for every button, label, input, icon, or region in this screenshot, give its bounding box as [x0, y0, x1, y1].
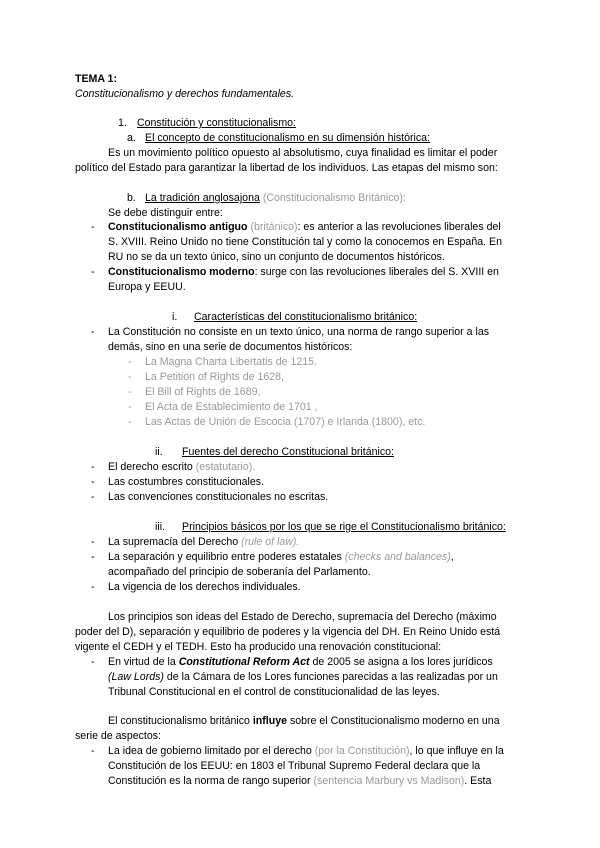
paragraph-line: Los principios son ideas del Estado de Derecho, supremacía del Derecho (máximo: [108, 611, 497, 623]
list-item-line: [108, 670, 498, 684]
subsection-heading: Principios básicos por los que se rige el Constitucionalismo británico:: [182, 521, 506, 533]
doc-list-item: La Magna Charta Libertatis de 1215.: [145, 356, 317, 368]
subsection-heading: Fuentes del derecho Constitucional británico:: [182, 446, 394, 458]
bullet-dash: -: [128, 401, 132, 413]
list-item: Las costumbres constitucionales.: [108, 476, 265, 488]
list-item: La vigencia de los derechos individuales.: [108, 581, 301, 593]
text: sobre el Constitucionalismo moderno en una: [289, 715, 500, 727]
list-letter: a.: [127, 132, 136, 144]
list-item: [108, 744, 504, 758]
subsection-heading: Características del constitucionalismo británico:: [194, 311, 418, 323]
item-text: Constitución es la norma de rango superior: [108, 775, 311, 787]
list-item-line: Constitución de los EEUU: en 1803 el Tribunal Supremo Federal declara que la: [108, 760, 481, 772]
item-text: : es anterior a las revoluciones liberales del: [297, 221, 501, 233]
item-note: (sentencia Marbury vs Madison): [313, 775, 465, 787]
doc-list-item: El Acta de Establecimiento de 1701 ,: [145, 401, 318, 413]
item-text: En virtud de la: [108, 656, 176, 668]
list-item-line: demás, sino en una serie de documentos históricos:: [108, 341, 353, 353]
paragraph-line: político del Estado para garantizar la libertad de los individuos. Las etapas del mismo son:: [75, 162, 498, 174]
bullet-dash: -: [91, 536, 95, 548]
item-note: (por la Constitución): [314, 745, 410, 757]
subsection-heading: [145, 191, 406, 205]
subsection-heading: El concepto de constitucionalismo en su dimensión histórica:: [145, 132, 431, 144]
item-text: La supremacía del Derecho: [108, 536, 239, 548]
term: Constitucionalismo moderno: [108, 266, 255, 278]
act-name: Constitutional Reform Act: [178, 656, 310, 668]
bullet-dash: -: [91, 581, 95, 593]
doc-title: TEMA 1:: [75, 73, 117, 85]
list-item-line: acompañado del principio de soberanía del Parlamento.: [108, 566, 371, 578]
list-roman: ii.: [155, 446, 163, 458]
item-text: La idea de gobierno limitado por el derecho: [108, 745, 312, 757]
paragraph-line: Se debe distinguir entre:: [108, 207, 223, 219]
item-note: (rule of law).: [241, 536, 300, 548]
text: El constitucionalismo británico: [108, 715, 250, 727]
paragraph-line: [108, 714, 500, 728]
bullet-dash: -: [128, 356, 132, 368]
section-heading: Constitución y constitucionalismo:: [137, 117, 296, 129]
doc-list-item: El Bill of Rights de 1689,: [145, 386, 261, 398]
bullet-dash: -: [128, 416, 132, 428]
bullet-dash: -: [91, 221, 95, 233]
doc-subtitle: Constitucionalismo y derechos fundamentales.: [75, 88, 295, 100]
bullet-dash: -: [128, 386, 132, 398]
list-item-line: S. XVIII. Reino Unido no tiene Constitución tal y como la conocemos en España. En: [108, 236, 502, 248]
item-text: , lo que influye en la: [409, 745, 504, 757]
paragraph-line: serie de aspectos:: [75, 730, 161, 742]
list-item-line: Tribunal Constitucional en el control de constitucionalidad de las leyes.: [108, 686, 440, 698]
list-number: 1.: [118, 117, 127, 129]
list-roman: i.: [172, 311, 178, 323]
bullet-dash: -: [91, 326, 95, 338]
list-item: [108, 655, 493, 669]
list-item: [108, 535, 299, 549]
list-item: Las convenciones constitucionales no escritas.: [108, 491, 329, 503]
doc-list-item: La Petition of Rights de 1628,: [145, 371, 284, 383]
bullet-dash: -: [91, 745, 95, 757]
list-item-line: [108, 774, 491, 788]
item-text: El derecho escrito: [108, 461, 193, 473]
list-letter: b.: [127, 192, 136, 204]
bullet-dash: -: [91, 656, 95, 668]
term: Constitucionalismo antiguo: [108, 221, 248, 233]
item-note: (checks and balances): [344, 551, 451, 563]
item-text: : surge con las revoluciones liberales del S. XVIII en: [254, 266, 499, 278]
heading-note: (Constitucionalismo Británico):: [262, 192, 406, 204]
list-item-line: RU no se da un texto único, sino un conjunto de documentos históricos.: [108, 251, 445, 263]
paragraph-line: vigente el CEDH y el TEDH. Esto ha producido una renovación constitucional:: [75, 641, 442, 653]
list-item-line: Europa y EEUU.: [108, 281, 186, 293]
bullet-dash: -: [91, 491, 95, 503]
bold-text: influye: [252, 715, 287, 727]
bullet-dash: -: [91, 476, 95, 488]
term-note: (británico): [250, 221, 298, 233]
item-text-end: ,: [450, 551, 454, 563]
list-roman: iii.: [155, 521, 166, 533]
list-item: La Constitución no consiste en un texto único, una norma de rango superior a las: [108, 326, 490, 338]
law-lords: (Law Lords): [108, 671, 164, 683]
doc-list-item: Las Actas de Unión de Escocia (1707) e Irlanda (1800), etc.: [145, 416, 426, 428]
heading-text: La tradición anglosajona: [145, 192, 260, 204]
list-item: [108, 460, 255, 474]
item-text: . Esta: [464, 775, 492, 787]
bullet-dash: -: [91, 551, 95, 563]
bullet-dash: -: [91, 266, 95, 278]
item-text: de la Cámara de los Lores funciones parecidas a las realizadas por un: [166, 671, 498, 683]
paragraph-line: Es un movimiento político opuesto al absolutismo, cuya finalidad es limitar el poder: [108, 147, 498, 159]
list-item: [108, 550, 454, 564]
bullet-dash: -: [128, 371, 132, 383]
item-note: (estatutario).: [195, 461, 256, 473]
item-text: La separación y equilibrio entre poderes estatales: [108, 551, 342, 563]
list-item: [108, 220, 501, 234]
paragraph-line: poder del D), separación y equilibrio de poderes y la vigencia del DH. En Reino Unido está: [75, 626, 501, 638]
list-item: [108, 265, 499, 279]
item-text: de 2005 se asigna a los lores jurídicos: [312, 656, 493, 668]
bullet-dash: -: [91, 461, 95, 473]
